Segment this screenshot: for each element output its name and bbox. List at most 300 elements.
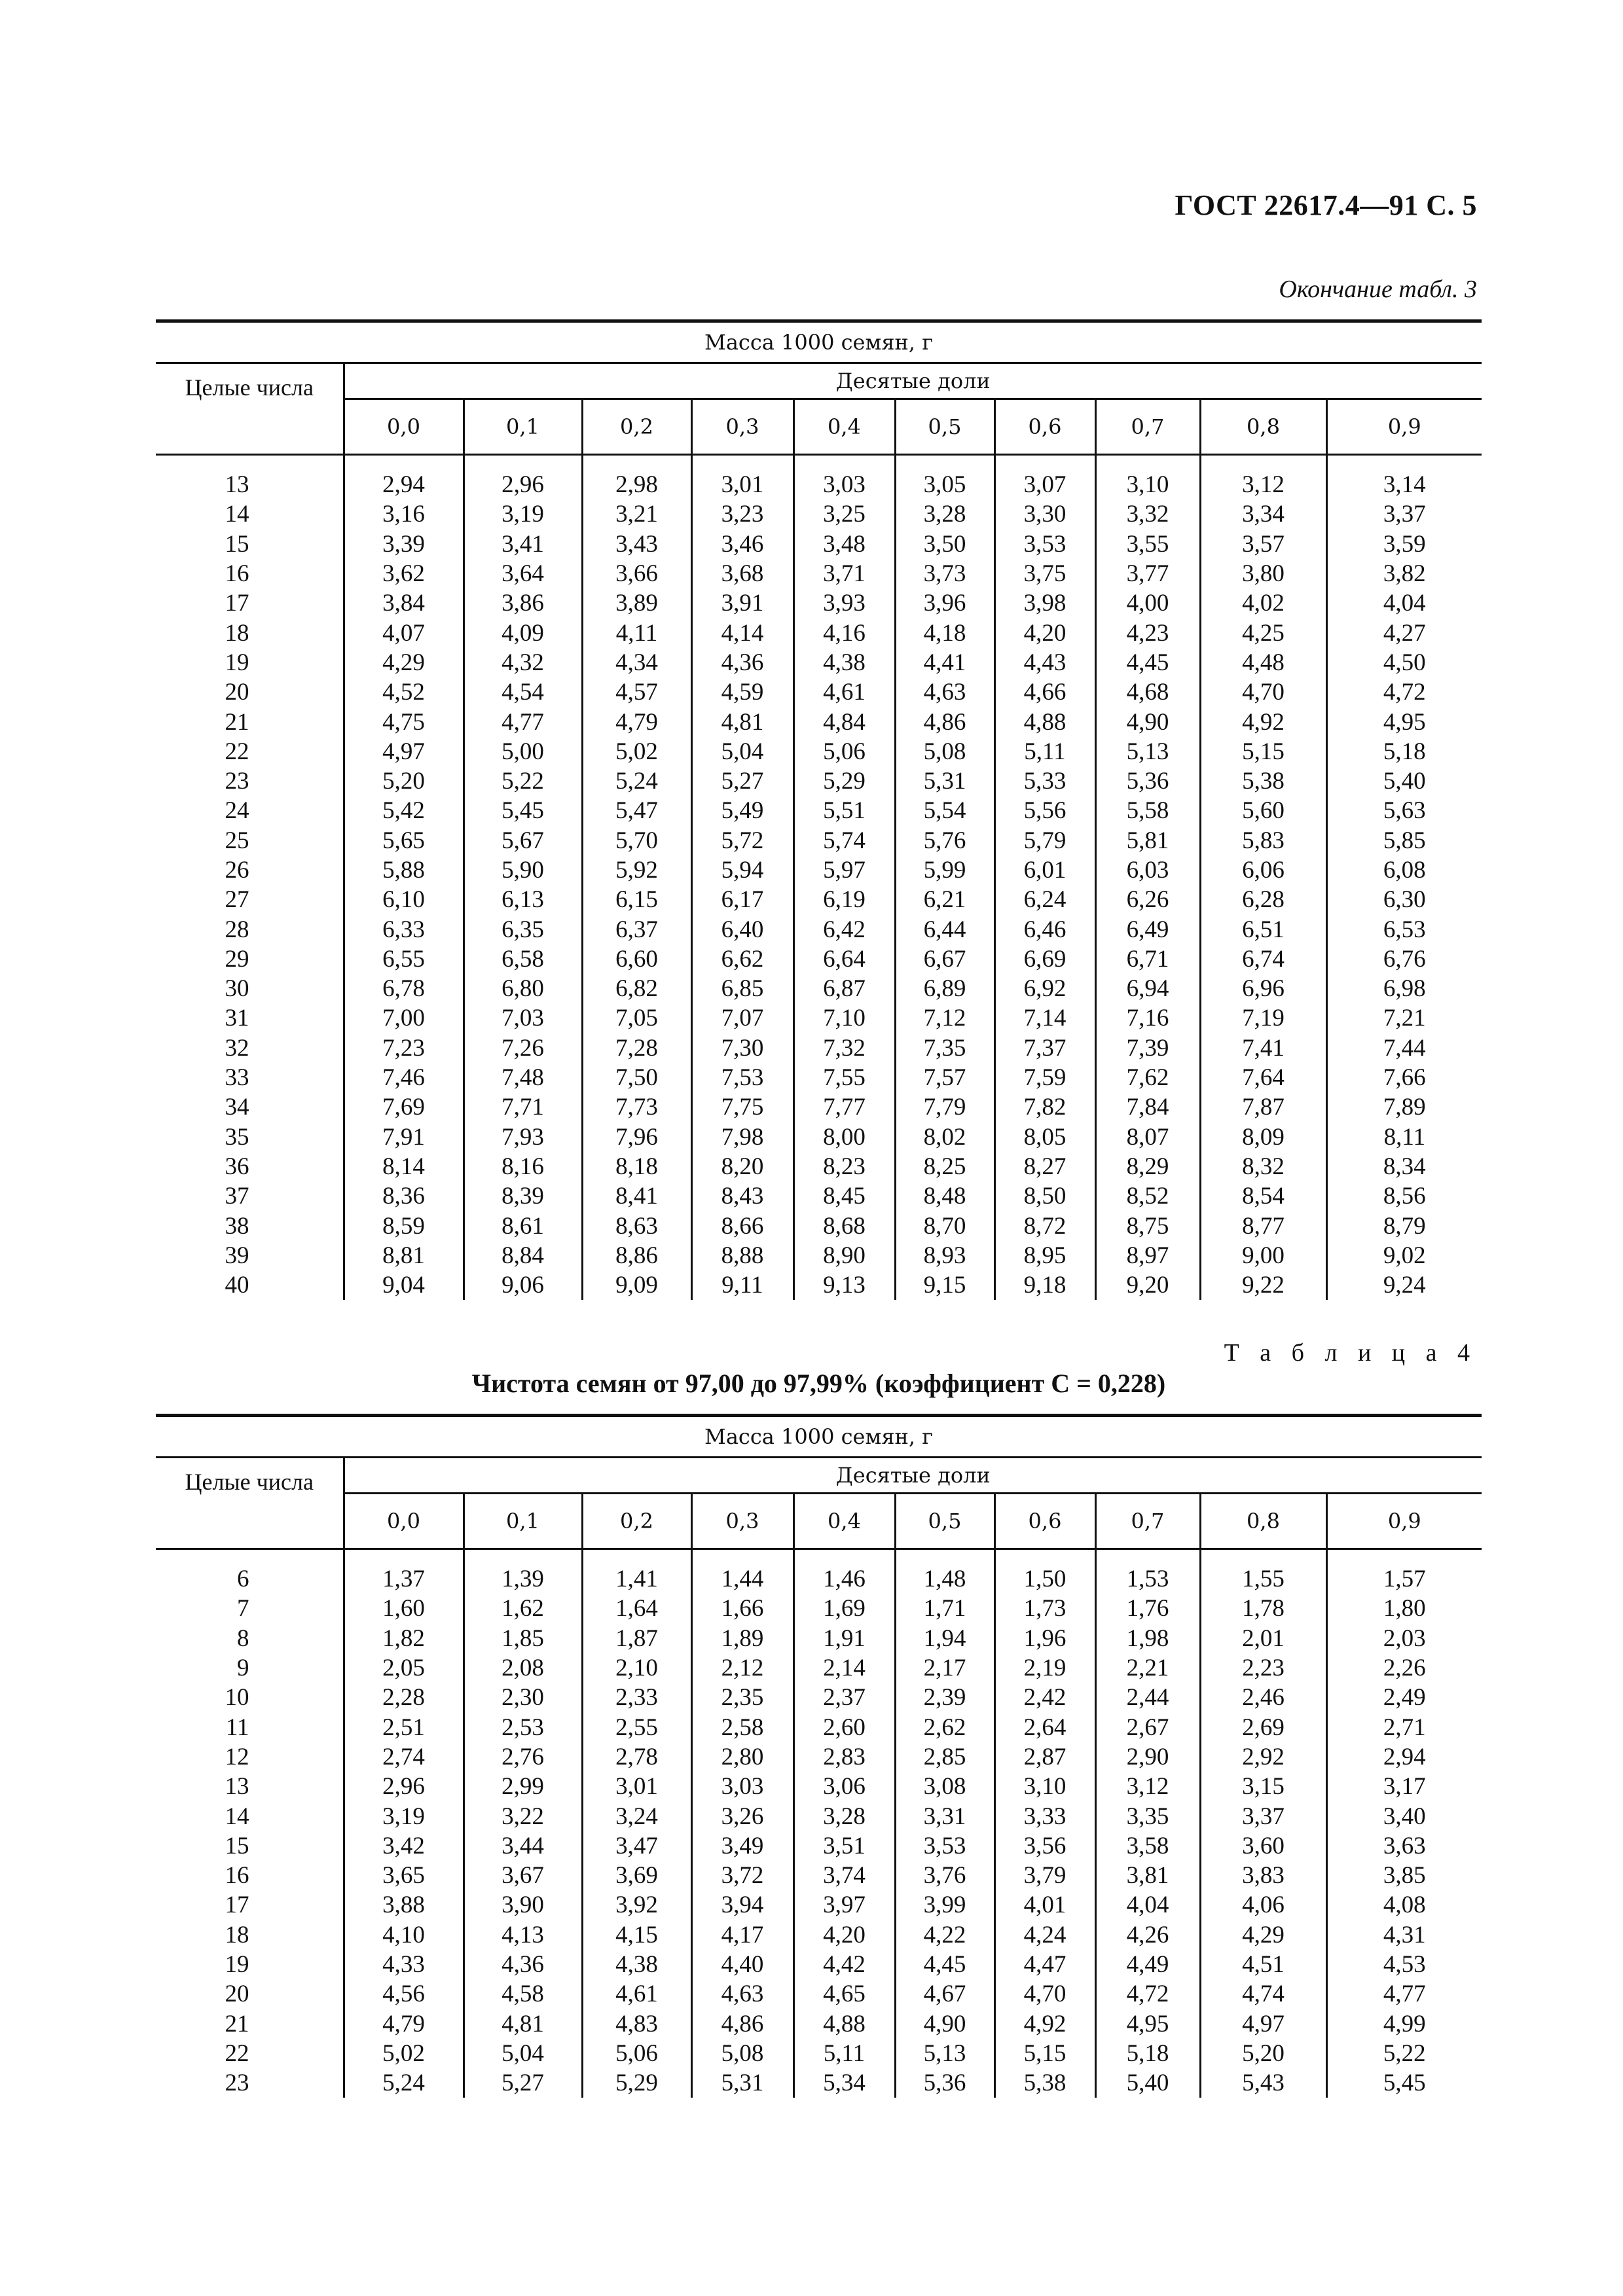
value-cell: 5,11	[994, 737, 1095, 766]
value-cell: 3,53	[994, 529, 1095, 559]
value-cell: 7,28	[582, 1033, 691, 1063]
integer-cell: 27	[156, 885, 344, 914]
value-cell: 5,45	[1326, 2068, 1482, 2098]
value-cell: 2,96	[344, 1772, 464, 1801]
value-cell: 2,42	[994, 1683, 1095, 1712]
table-row	[156, 1092, 1482, 1122]
value-cell: 3,75	[994, 559, 1095, 588]
value-cell: 7,77	[793, 1092, 895, 1122]
integer-cell: 9	[156, 1653, 344, 1683]
value-cell: 1,76	[1095, 1594, 1200, 1623]
value-cell: 6,64	[793, 944, 895, 974]
value-cell: 8,72	[994, 1211, 1095, 1240]
value-cell: 7,10	[793, 1003, 895, 1033]
value-cell: 6,46	[994, 914, 1095, 944]
value-cell: 4,16	[793, 618, 895, 647]
decimal-column-header: 0,3	[691, 1494, 793, 1549]
value-cell: 3,49	[691, 1831, 793, 1861]
value-cell: 6,28	[1200, 885, 1326, 914]
value-cell: 3,96	[895, 588, 994, 618]
value-cell: 4,04	[1095, 1890, 1200, 1920]
value-cell: 2,12	[691, 1653, 793, 1683]
integer-cell: 14	[156, 1801, 344, 1831]
decimal-column-header: 0,6	[994, 399, 1095, 455]
value-cell: 5,47	[582, 796, 691, 825]
integer-cell: 21	[156, 707, 344, 736]
integer-cell: 12	[156, 1742, 344, 1772]
value-cell: 3,41	[464, 529, 582, 559]
value-cell: 1,85	[464, 1624, 582, 1653]
value-cell: 5,11	[793, 2039, 895, 2068]
value-cell: 3,42	[344, 1831, 464, 1861]
integer-cell: 14	[156, 499, 344, 529]
value-cell: 1,96	[994, 1624, 1095, 1653]
value-cell: 4,20	[793, 1920, 895, 1950]
integer-cell: 20	[156, 677, 344, 707]
value-cell: 2,01	[1200, 1624, 1326, 1653]
value-cell: 1,69	[793, 1594, 895, 1623]
value-cell: 5,20	[344, 766, 464, 796]
value-cell: 6,24	[994, 885, 1095, 914]
value-cell: 9,00	[1200, 1241, 1326, 1270]
value-cell: 5,90	[464, 855, 582, 885]
value-cell: 4,07	[344, 618, 464, 647]
value-cell: 7,50	[582, 1063, 691, 1092]
value-cell: 7,03	[464, 1003, 582, 1033]
value-cell: 5,74	[793, 826, 895, 855]
value-cell: 4,40	[691, 1950, 793, 1979]
decimal-column-header: 0,9	[1326, 399, 1482, 455]
value-cell: 4,97	[344, 737, 464, 766]
value-cell: 2,08	[464, 1653, 582, 1683]
value-cell: 5,02	[344, 2039, 464, 2068]
spacer-row	[156, 455, 1482, 471]
value-cell: 3,99	[895, 1890, 994, 1920]
value-cell: 6,42	[793, 914, 895, 944]
value-cell: 3,63	[1326, 1831, 1482, 1861]
value-cell: 4,81	[691, 707, 793, 736]
value-cell: 3,05	[895, 470, 994, 499]
value-cell: 6,76	[1326, 944, 1482, 974]
value-cell: 6,71	[1095, 944, 1200, 974]
value-cell: 1,41	[582, 1564, 691, 1594]
value-cell: 3,98	[994, 588, 1095, 618]
integer-cell: 18	[156, 618, 344, 647]
value-cell: 5,38	[1200, 766, 1326, 796]
value-cell: 1,55	[1200, 1564, 1326, 1594]
table-continuation-note: Окончание табл. 3	[1279, 276, 1477, 303]
value-cell: 4,92	[994, 2009, 1095, 2038]
value-cell: 4,02	[1200, 588, 1326, 618]
value-cell: 4,49	[1095, 1950, 1200, 1979]
value-cell: 4,67	[895, 1979, 994, 2009]
value-cell: 7,21	[1326, 1003, 1482, 1033]
value-cell: 9,09	[582, 1270, 691, 1300]
value-cell: 8,61	[464, 1211, 582, 1240]
value-cell: 4,63	[691, 1979, 793, 2009]
value-cell: 3,14	[1326, 470, 1482, 499]
value-cell: 8,07	[1095, 1122, 1200, 1152]
table-row	[156, 914, 1482, 944]
value-cell: 2,33	[582, 1683, 691, 1712]
value-cell: 4,26	[1095, 1920, 1200, 1950]
value-cell: 8,39	[464, 1181, 582, 1211]
value-cell: 9,18	[994, 1270, 1095, 1300]
value-cell: 5,31	[895, 766, 994, 796]
value-cell: 3,94	[691, 1890, 793, 1920]
value-cell: 7,62	[1095, 1063, 1200, 1092]
value-cell: 3,66	[582, 559, 691, 588]
value-cell: 8,59	[344, 1211, 464, 1240]
value-cell: 4,66	[994, 677, 1095, 707]
value-cell: 3,12	[1095, 1772, 1200, 1801]
value-cell: 5,38	[994, 2068, 1095, 2098]
integer-cell: 23	[156, 2068, 344, 2098]
value-cell: 6,60	[582, 944, 691, 974]
value-cell: 8,68	[793, 1211, 895, 1240]
integer-cell: 19	[156, 648, 344, 677]
value-cell: 2,64	[994, 1712, 1095, 1742]
value-cell: 4,36	[464, 1950, 582, 1979]
integer-cell: 33	[156, 1063, 344, 1092]
integer-cell: 39	[156, 1241, 344, 1270]
value-cell: 4,58	[464, 1979, 582, 2009]
value-cell: 3,50	[895, 529, 994, 559]
value-cell: 5,58	[1095, 796, 1200, 825]
value-cell: 4,72	[1326, 677, 1482, 707]
value-cell: 6,78	[344, 974, 464, 1003]
value-cell: 3,60	[1200, 1831, 1326, 1861]
value-cell: 5,06	[793, 737, 895, 766]
value-cell: 4,15	[582, 1920, 691, 1950]
value-cell: 8,29	[1095, 1152, 1200, 1181]
table3	[156, 319, 1482, 1300]
value-cell: 5,06	[582, 2039, 691, 2068]
value-cell: 4,63	[895, 677, 994, 707]
value-cell: 8,56	[1326, 1181, 1482, 1211]
value-cell: 4,95	[1095, 2009, 1200, 2038]
value-cell: 6,94	[1095, 974, 1200, 1003]
value-cell: 6,15	[582, 885, 691, 914]
value-cell: 3,51	[793, 1831, 895, 1861]
value-cell: 5,22	[464, 766, 582, 796]
value-cell: 1,50	[994, 1564, 1095, 1594]
value-cell: 2,76	[464, 1742, 582, 1772]
value-cell: 7,75	[691, 1092, 793, 1122]
value-cell: 8,43	[691, 1181, 793, 1211]
value-cell: 4,25	[1200, 618, 1326, 647]
value-cell: 4,36	[691, 648, 793, 677]
value-cell: 2,87	[994, 1742, 1095, 1772]
value-cell: 3,92	[582, 1890, 691, 1920]
value-cell: 7,35	[895, 1033, 994, 1063]
value-cell: 2,35	[691, 1683, 793, 1712]
value-cell: 8,90	[793, 1241, 895, 1270]
value-cell: 7,73	[582, 1092, 691, 1122]
value-cell: 3,83	[1200, 1861, 1326, 1890]
table-row	[156, 1564, 1482, 1594]
value-cell: 7,64	[1200, 1063, 1326, 1092]
value-cell: 8,45	[793, 1181, 895, 1211]
value-cell: 8,02	[895, 1122, 994, 1152]
table-row	[156, 1181, 1482, 1211]
integer-cell: 7	[156, 1594, 344, 1623]
integer-cell: 28	[156, 914, 344, 944]
value-cell: 5,36	[895, 2068, 994, 2098]
integer-cell: 17	[156, 1890, 344, 1920]
value-cell: 5,45	[464, 796, 582, 825]
value-cell: 5,27	[691, 766, 793, 796]
value-cell: 2,96	[464, 470, 582, 499]
integer-column-header: Целые числа	[156, 363, 344, 455]
value-cell: 8,77	[1200, 1211, 1326, 1240]
table-row	[156, 1594, 1482, 1623]
value-cell: 5,83	[1200, 826, 1326, 855]
value-cell: 2,55	[582, 1712, 691, 1742]
integer-cell: 17	[156, 588, 344, 618]
value-cell: 5,49	[691, 796, 793, 825]
value-cell: 4,47	[994, 1950, 1095, 1979]
value-cell: 4,65	[793, 1979, 895, 2009]
value-cell: 3,19	[344, 1801, 464, 1831]
value-cell: 2,46	[1200, 1683, 1326, 1712]
table-body	[156, 455, 1482, 1300]
value-cell: 2,69	[1200, 1712, 1326, 1742]
value-cell: 4,88	[793, 2009, 895, 2038]
value-cell: 3,17	[1326, 1772, 1482, 1801]
integer-cell: 40	[156, 1270, 344, 1300]
integer-cell: 37	[156, 1181, 344, 1211]
table-row	[156, 1742, 1482, 1772]
decimal-column-header: 0,6	[994, 1494, 1095, 1549]
value-cell: 7,46	[344, 1063, 464, 1092]
value-cell: 8,81	[344, 1241, 464, 1270]
integer-cell: 20	[156, 1979, 344, 2009]
value-cell: 9,04	[344, 1270, 464, 1300]
value-cell: 4,41	[895, 648, 994, 677]
value-cell: 1,87	[582, 1624, 691, 1653]
value-cell: 8,09	[1200, 1122, 1326, 1152]
value-cell: 3,28	[895, 499, 994, 529]
value-cell: 5,13	[1095, 737, 1200, 766]
value-cell: 8,14	[344, 1152, 464, 1181]
decimal-header: Десятые доли	[344, 363, 1482, 399]
value-cell: 8,50	[994, 1181, 1095, 1211]
value-cell: 3,01	[691, 470, 793, 499]
value-cell: 3,58	[1095, 1831, 1200, 1861]
value-cell: 5,72	[691, 826, 793, 855]
value-cell: 7,19	[1200, 1003, 1326, 1033]
table-row	[156, 618, 1482, 647]
table-row	[156, 1920, 1482, 1950]
table-row	[156, 2039, 1482, 2068]
value-cell: 4,00	[1095, 588, 1200, 618]
value-cell: 6,01	[994, 855, 1095, 885]
value-cell: 4,43	[994, 648, 1095, 677]
decimal-column-header: 0,8	[1200, 1494, 1326, 1549]
value-cell: 4,09	[464, 618, 582, 647]
value-cell: 7,00	[344, 1003, 464, 1033]
value-cell: 4,51	[1200, 1950, 1326, 1979]
value-cell: 2,17	[895, 1653, 994, 1683]
value-cell: 2,49	[1326, 1683, 1482, 1712]
table-row	[156, 1979, 1482, 2009]
value-cell: 8,27	[994, 1152, 1095, 1181]
value-cell: 1,62	[464, 1594, 582, 1623]
integer-cell: 34	[156, 1092, 344, 1122]
value-cell: 5,94	[691, 855, 793, 885]
value-cell: 7,55	[793, 1063, 895, 1092]
value-cell: 3,07	[994, 470, 1095, 499]
integer-cell: 16	[156, 1861, 344, 1890]
value-cell: 8,97	[1095, 1241, 1200, 1270]
value-cell: 4,75	[344, 707, 464, 736]
value-cell: 6,30	[1326, 885, 1482, 914]
value-cell: 6,10	[344, 885, 464, 914]
value-cell: 9,11	[691, 1270, 793, 1300]
integer-cell: 32	[156, 1033, 344, 1063]
value-cell: 3,55	[1095, 529, 1200, 559]
value-cell: 7,84	[1095, 1092, 1200, 1122]
value-cell: 7,23	[344, 1033, 464, 1063]
value-cell: 2,94	[1326, 1742, 1482, 1772]
value-cell: 5,15	[994, 2039, 1095, 2068]
value-cell: 3,24	[582, 1801, 691, 1831]
table3-container	[156, 319, 1482, 1300]
value-cell: 7,57	[895, 1063, 994, 1092]
value-cell: 3,10	[1095, 470, 1200, 499]
value-cell: 7,12	[895, 1003, 994, 1033]
table-row	[156, 826, 1482, 855]
table-body	[156, 1549, 1482, 2098]
value-cell: 4,32	[464, 648, 582, 677]
value-cell: 5,08	[895, 737, 994, 766]
value-cell: 2,30	[464, 1683, 582, 1712]
value-cell: 6,74	[1200, 944, 1326, 974]
value-cell: 9,20	[1095, 1270, 1200, 1300]
integer-cell: 15	[156, 1831, 344, 1861]
value-cell: 8,36	[344, 1181, 464, 1211]
value-cell: 3,23	[691, 499, 793, 529]
value-cell: 4,52	[344, 677, 464, 707]
value-cell: 8,86	[582, 1241, 691, 1270]
value-cell: 4,22	[895, 1920, 994, 1950]
value-cell: 5,51	[793, 796, 895, 825]
value-cell: 5,24	[582, 766, 691, 796]
integer-cell: 13	[156, 470, 344, 499]
decimal-column-header: 0,7	[1095, 1494, 1200, 1549]
value-cell: 2,99	[464, 1772, 582, 1801]
value-cell: 4,77	[464, 707, 582, 736]
value-cell: 7,96	[582, 1122, 691, 1152]
value-cell: 6,44	[895, 914, 994, 944]
integer-cell: 22	[156, 737, 344, 766]
value-cell: 3,47	[582, 1831, 691, 1861]
value-cell: 7,89	[1326, 1092, 1482, 1122]
value-cell: 1,46	[793, 1564, 895, 1594]
value-cell: 3,10	[994, 1772, 1095, 1801]
value-cell: 4,23	[1095, 618, 1200, 647]
value-cell: 9,15	[895, 1270, 994, 1300]
decimal-column-header: 0,5	[895, 399, 994, 455]
decimal-column-header: 0,1	[464, 1494, 582, 1549]
value-cell: 1,57	[1326, 1564, 1482, 1594]
value-cell: 5,43	[1200, 2068, 1326, 2098]
value-cell: 4,27	[1326, 618, 1482, 647]
table-row	[156, 707, 1482, 736]
value-cell: 4,72	[1095, 1979, 1200, 2009]
value-cell: 2,90	[1095, 1742, 1200, 1772]
value-cell: 2,62	[895, 1712, 994, 1742]
value-cell: 4,92	[1200, 707, 1326, 736]
value-cell: 6,13	[464, 885, 582, 914]
value-cell: 2,05	[344, 1653, 464, 1683]
integer-cell: 31	[156, 1003, 344, 1033]
integer-cell: 18	[156, 1920, 344, 1950]
value-cell: 4,84	[793, 707, 895, 736]
value-cell: 5,40	[1095, 2068, 1200, 2098]
mass-header: Масса 1000 семян, г	[156, 321, 1482, 363]
value-cell: 1,82	[344, 1624, 464, 1653]
table-row	[156, 1624, 1482, 1653]
value-cell: 3,48	[793, 529, 895, 559]
value-cell: 2,85	[895, 1742, 994, 1772]
value-cell: 3,03	[691, 1772, 793, 1801]
value-cell: 3,22	[464, 1801, 582, 1831]
value-cell: 3,37	[1200, 1801, 1326, 1831]
value-cell: 2,92	[1200, 1742, 1326, 1772]
value-cell: 5,76	[895, 826, 994, 855]
table-row	[156, 1063, 1482, 1092]
value-cell: 7,82	[994, 1092, 1095, 1122]
value-cell: 4,06	[1200, 1890, 1326, 1920]
value-cell: 5,60	[1200, 796, 1326, 825]
value-cell: 7,69	[344, 1092, 464, 1122]
value-cell: 4,86	[895, 707, 994, 736]
decimal-column-header: 0,4	[793, 399, 895, 455]
value-cell: 3,40	[1326, 1801, 1482, 1831]
value-cell: 1,37	[344, 1564, 464, 1594]
value-cell: 5,92	[582, 855, 691, 885]
value-cell: 5,99	[895, 855, 994, 885]
value-cell: 4,45	[895, 1950, 994, 1979]
value-cell: 9,24	[1326, 1270, 1482, 1300]
value-cell: 4,57	[582, 677, 691, 707]
column-header-row	[156, 399, 1482, 455]
value-cell: 3,12	[1200, 470, 1326, 499]
table-row	[156, 2068, 1482, 2098]
value-cell: 6,37	[582, 914, 691, 944]
value-cell: 4,70	[1200, 677, 1326, 707]
value-cell: 4,79	[344, 2009, 464, 2038]
table-row	[156, 766, 1482, 796]
value-cell: 7,48	[464, 1063, 582, 1092]
value-cell: 3,79	[994, 1861, 1095, 1890]
decimal-column-header: 0,0	[344, 399, 464, 455]
value-cell: 8,75	[1095, 1211, 1200, 1240]
value-cell: 6,58	[464, 944, 582, 974]
value-cell: 3,57	[1200, 529, 1326, 559]
value-cell: 6,80	[464, 974, 582, 1003]
table-row	[156, 1270, 1482, 1300]
value-cell: 4,50	[1326, 648, 1482, 677]
value-cell: 4,68	[1095, 677, 1200, 707]
value-cell: 1,71	[895, 1594, 994, 1623]
value-cell: 3,67	[464, 1861, 582, 1890]
value-cell: 3,16	[344, 499, 464, 529]
value-cell: 8,84	[464, 1241, 582, 1270]
value-cell: 1,44	[691, 1564, 793, 1594]
